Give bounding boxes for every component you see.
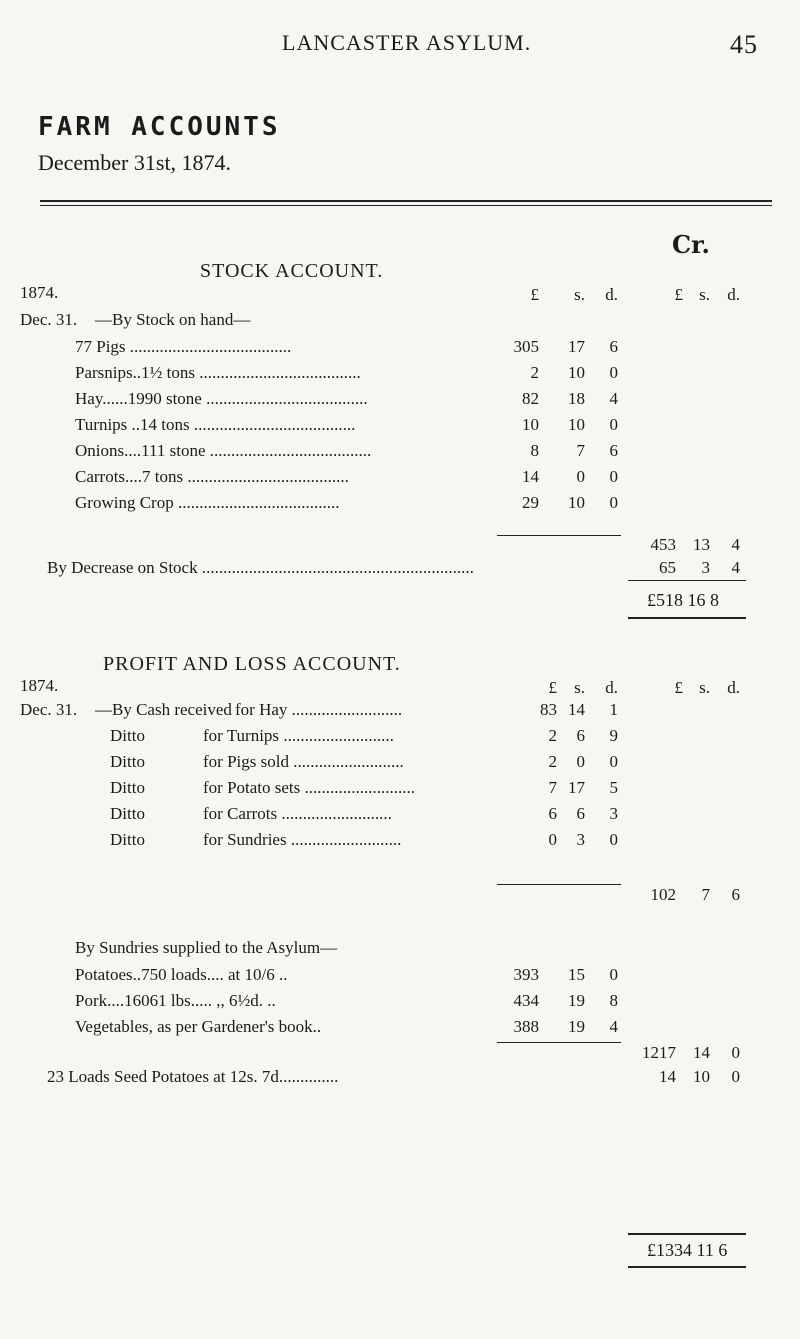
cash-item-pence: 3 bbox=[609, 804, 618, 823]
sundry-item-pounds: 388 bbox=[513, 1017, 539, 1036]
stock-date: Dec. 31. bbox=[20, 310, 78, 329]
cash-item-shillings: 6 bbox=[576, 804, 585, 823]
pl-year: 1874. bbox=[20, 676, 59, 695]
stock-item-pence: 0 bbox=[609, 363, 618, 382]
running-header: LANCASTER ASYLUM. bbox=[282, 30, 532, 55]
cash-item-label-text: for Carrots bbox=[203, 804, 278, 823]
seed-label: 23 Loads Seed Potatoes at 12s. 7d.............. bbox=[47, 1067, 339, 1086]
sundries-subtotal-pounds: 1217 bbox=[642, 1043, 676, 1062]
cash-item-label-text: for Turnips bbox=[203, 726, 280, 745]
col-header-pence-2: d. bbox=[727, 285, 740, 304]
cash-item-label: for Turnips .......................... bbox=[203, 726, 394, 745]
cash-item-label-text: for Pigs sold bbox=[203, 752, 289, 771]
cash-item-prefix: Ditto bbox=[110, 830, 145, 849]
sundry-item-label: Potatoes..750 loads.... at 10/6 .. bbox=[75, 965, 288, 984]
sundries-subtotal-pence: 0 bbox=[731, 1043, 740, 1062]
sundry-item-shillings: 19 bbox=[568, 1017, 585, 1036]
cash-subtotal-pence: 6 bbox=[731, 885, 740, 904]
stock-item-label-text: Carrots....7 tons bbox=[75, 467, 184, 486]
seed-pounds: 14 bbox=[659, 1067, 676, 1086]
stock-item-shillings: 0 bbox=[576, 467, 585, 486]
stock-account-heading: STOCK ACCOUNT. bbox=[200, 260, 384, 282]
stock-total-rule-bottom bbox=[628, 617, 746, 619]
stock-item-label: Parsnips..1½ tons ...................................... bbox=[75, 363, 361, 382]
stock-item-pounds: 14 bbox=[522, 467, 539, 486]
grand-total: £1334 11 6 bbox=[647, 1240, 728, 1260]
stock-item-pence: 6 bbox=[609, 441, 618, 460]
stock-item-pounds: 2 bbox=[530, 363, 539, 382]
stock-sum-rule bbox=[497, 535, 621, 536]
cash-item-label: for Sundries .......................... bbox=[203, 830, 402, 849]
stock-item-pence: 4 bbox=[609, 389, 618, 408]
stock-item-pounds: 10 bbox=[522, 415, 539, 434]
stock-item-label-text: Growing Crop bbox=[75, 493, 174, 512]
stock-item-pence: 6 bbox=[609, 337, 618, 356]
cash-sum-rule bbox=[497, 884, 621, 885]
sundry-item-pence: 0 bbox=[609, 965, 618, 984]
cash-item-label-text: for Potato sets bbox=[203, 778, 301, 797]
cash-item-prefix: —By Cash received bbox=[95, 700, 232, 719]
col-header-pounds-2: £ bbox=[674, 285, 683, 304]
top-rule-thin bbox=[40, 205, 772, 206]
cash-item-label: for Hay .......................... bbox=[235, 700, 403, 719]
sundry-item-pounds: 434 bbox=[513, 991, 539, 1010]
stock-item-shillings: 10 bbox=[568, 415, 585, 434]
pl-col-pounds: £ bbox=[548, 678, 557, 697]
sundry-item-pence: 8 bbox=[609, 991, 618, 1010]
stock-item-pounds: 82 bbox=[522, 389, 539, 408]
col-header-pence: d. bbox=[605, 285, 618, 304]
decrease-pence: 4 bbox=[731, 558, 740, 577]
top-rule bbox=[40, 200, 772, 202]
stock-item-shillings: 18 bbox=[568, 389, 585, 408]
stock-total: £518 16 8 bbox=[647, 590, 719, 610]
pl-heading: PROFIT AND LOSS ACCOUNT. bbox=[103, 653, 401, 675]
cash-item-prefix: Ditto bbox=[110, 726, 145, 745]
cash-item-label: for Potato sets .......................... bbox=[203, 778, 416, 797]
page-number: 45 bbox=[730, 30, 758, 59]
cash-item-pounds: 83 bbox=[540, 700, 557, 719]
cash-item-shillings: 0 bbox=[576, 752, 585, 771]
decrease-label: By Decrease on Stock ................................................................ bbox=[47, 558, 474, 577]
cash-item-pence: 0 bbox=[609, 830, 618, 849]
grand-total-rule-bottom bbox=[628, 1266, 746, 1268]
sundry-item-pence: 4 bbox=[609, 1017, 618, 1036]
stock-item-label-text: 77 Pigs bbox=[75, 337, 126, 356]
stock-item-label-text: Parsnips..1½ tons bbox=[75, 363, 195, 382]
decrease-label-text: By Decrease on Stock bbox=[47, 558, 198, 577]
pl-col-pence-2: d. bbox=[727, 678, 740, 697]
grand-total-rule-top bbox=[628, 1233, 746, 1235]
stock-item-shillings: 10 bbox=[568, 363, 585, 382]
decrease-shillings: 3 bbox=[701, 558, 710, 577]
pl-col-shillings-2: s. bbox=[699, 678, 710, 697]
cash-subtotal-shillings: 7 bbox=[701, 885, 710, 904]
stock-item-label-text: Turnips ..14 tons bbox=[75, 415, 190, 434]
seed-label-text: 23 Loads Seed Potatoes at 12s. 7d bbox=[47, 1067, 279, 1086]
cash-item-pence: 5 bbox=[609, 778, 618, 797]
cash-item-pence: 0 bbox=[609, 752, 618, 771]
cash-item-label-text: for Hay bbox=[235, 700, 288, 719]
cash-item-shillings: 17 bbox=[568, 778, 585, 797]
sundry-item-label: Pork....16061 lbs..... ,, 6½d. .. bbox=[75, 991, 276, 1010]
cash-item-pounds: 7 bbox=[548, 778, 557, 797]
stock-item-shillings: 17 bbox=[568, 337, 585, 356]
sundry-item-shillings: 15 bbox=[568, 965, 585, 984]
stock-total-rule-top bbox=[628, 580, 746, 581]
stock-item-pence: 0 bbox=[609, 467, 618, 486]
stock-item-pence: 0 bbox=[609, 415, 618, 434]
stock-item-label: Growing Crop ...................................... bbox=[75, 493, 340, 512]
cash-subtotal-pounds: 102 bbox=[650, 885, 676, 904]
stock-item-pounds: 29 bbox=[522, 493, 539, 512]
seed-pence: 0 bbox=[731, 1067, 740, 1086]
credit-marker: Cr. bbox=[672, 230, 710, 259]
sundries-heading: By Sundries supplied to the Asylum— bbox=[75, 938, 338, 957]
stock-subtotal-pence: 4 bbox=[731, 535, 740, 554]
stock-subtotal-pounds: 453 bbox=[650, 535, 676, 554]
cash-item-pence: 1 bbox=[609, 700, 618, 719]
date-line: December 31st, 1874. bbox=[38, 150, 232, 175]
sundry-item-label: Vegetables, as per Gardener's book.. bbox=[75, 1017, 322, 1036]
stock-item-label: Onions....111 stone ...................................... bbox=[75, 441, 372, 460]
cash-item-pounds: 0 bbox=[548, 830, 557, 849]
col-header-shillings-2: s. bbox=[699, 285, 710, 304]
pl-col-shillings: s. bbox=[574, 678, 585, 697]
stock-item-label: Carrots....7 tons ...................................... bbox=[75, 467, 349, 486]
stock-item-label: 77 Pigs ...................................... bbox=[75, 337, 292, 356]
stock-item-label-text: Onions....111 stone bbox=[75, 441, 206, 460]
sundries-subtotal-shillings: 14 bbox=[693, 1043, 710, 1062]
sundries-sum-rule bbox=[497, 1042, 621, 1043]
cash-item-pence: 9 bbox=[609, 726, 618, 745]
cash-item-shillings: 14 bbox=[568, 700, 585, 719]
cash-item-pounds: 6 bbox=[548, 804, 557, 823]
stock-item-shillings: 7 bbox=[576, 441, 585, 460]
stock-item-label: Hay......1990 stone ...................................... bbox=[75, 389, 368, 408]
stock-item-pounds: 305 bbox=[513, 337, 539, 356]
cash-item-label-text: for Sundries bbox=[203, 830, 287, 849]
stock-item-label-text: Hay......1990 stone bbox=[75, 389, 202, 408]
stock-item-pence: 0 bbox=[609, 493, 618, 512]
cash-item-shillings: 6 bbox=[576, 726, 585, 745]
sundry-item-pounds: 393 bbox=[513, 965, 539, 984]
cash-item-pounds: 2 bbox=[548, 752, 557, 771]
stock-item-label: Turnips ..14 tons ...................................... bbox=[75, 415, 356, 434]
stock-by-line: —By Stock on hand— bbox=[95, 310, 251, 329]
stock-item-pounds: 8 bbox=[530, 441, 539, 460]
col-header-pounds: £ bbox=[530, 285, 539, 304]
page-title: FARM ACCOUNTS bbox=[38, 112, 281, 142]
stock-year: 1874. bbox=[20, 283, 59, 302]
cash-item-label: for Carrots .......................... bbox=[203, 804, 392, 823]
cash-item-label: for Pigs sold .......................... bbox=[203, 752, 404, 771]
cash-item-shillings: 3 bbox=[576, 830, 585, 849]
cash-item-prefix: Ditto bbox=[110, 752, 145, 771]
seed-shillings: 10 bbox=[693, 1067, 710, 1086]
pl-col-pence: d. bbox=[605, 678, 618, 697]
pl-col-pounds-2: £ bbox=[674, 678, 683, 697]
cash-item-prefix: Ditto bbox=[110, 778, 145, 797]
sundry-item-shillings: 19 bbox=[568, 991, 585, 1010]
cash-item-pounds: 2 bbox=[548, 726, 557, 745]
stock-item-shillings: 10 bbox=[568, 493, 585, 512]
stock-subtotal-shillings: 13 bbox=[693, 535, 710, 554]
decrease-pounds: 65 bbox=[659, 558, 676, 577]
pl-date: Dec. 31. bbox=[20, 700, 78, 719]
col-header-shillings: s. bbox=[574, 285, 585, 304]
cash-item-prefix: Ditto bbox=[110, 804, 145, 823]
